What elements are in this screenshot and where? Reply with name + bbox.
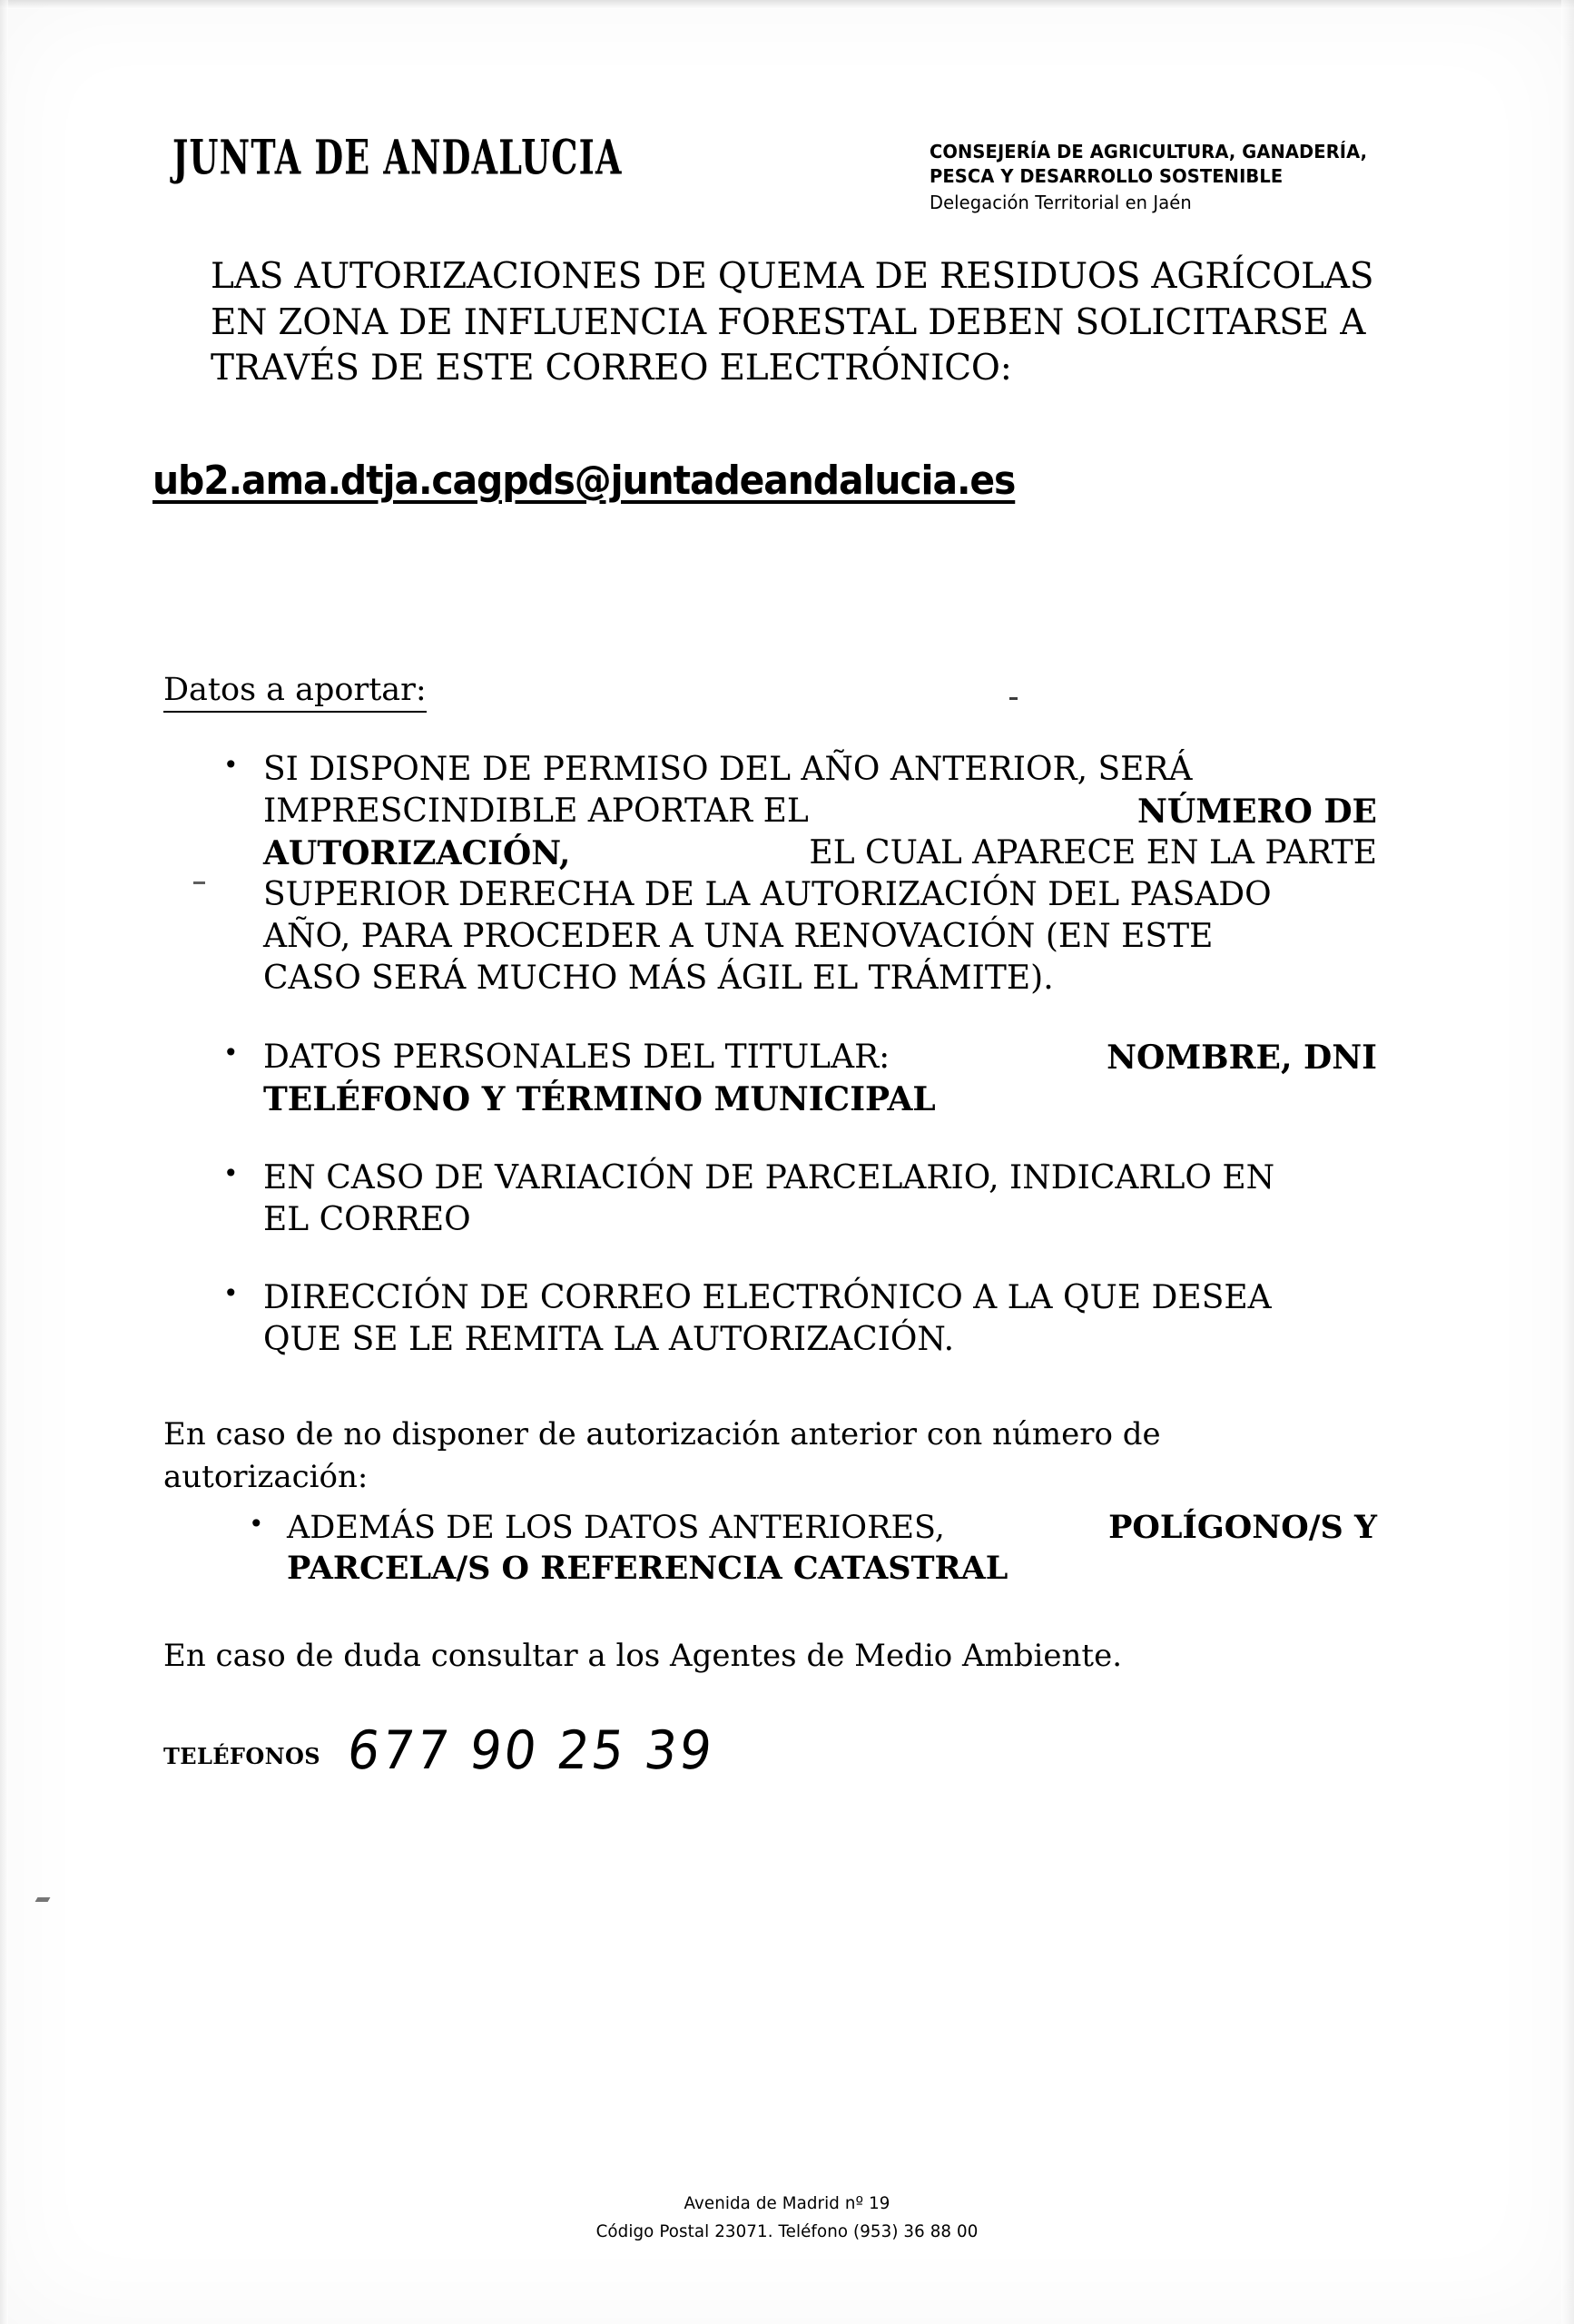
bullet2-line-2 <box>263 1078 1377 1121</box>
bullet1-line-3 <box>263 832 1377 874</box>
scan-artifact-speck <box>1009 697 1018 700</box>
intro-line-1 <box>211 254 1377 300</box>
junta-de-andalucia-logo: JUNTA DE ANDALUCIA <box>172 130 623 187</box>
document-body <box>152 254 1377 1782</box>
bullet5-line-2 <box>287 1549 1377 1590</box>
no-auth-line-2-text: autorización: <box>163 1458 369 1495</box>
bullet3-line-2-text: EL CORREO <box>263 1200 471 1238</box>
bullet5-line-1-bold: POLÍGONO/S Y <box>1108 1508 1377 1546</box>
no-auth-line-2 <box>163 1456 1377 1499</box>
list-item <box>211 1037 1377 1121</box>
bullet1-line-2 <box>263 791 1377 832</box>
list-item <box>211 1157 1377 1241</box>
list-item <box>211 1277 1377 1361</box>
extra-data-list <box>211 1508 1377 1590</box>
organization-line-2: PESCA Y DESARROLLO SOSTENIBLE <box>930 165 1284 188</box>
required-data-list <box>211 749 1377 1361</box>
bullet2-line-1 <box>263 1037 1377 1078</box>
scan-edge-left <box>0 0 8 2324</box>
organization-line-1: CONSEJERÍA DE AGRICULTURA, GANADERÍA, <box>930 141 1368 162</box>
list-item <box>211 1508 1377 1590</box>
scan-edge-right <box>1561 0 1574 2324</box>
phones-row <box>163 1718 1377 1782</box>
bullet1-line-6 <box>263 958 1377 1000</box>
bullet2-line-1-plain: • DATOS PERSONALES DEL TITULAR: <box>263 1038 890 1076</box>
bullet1-line-6-text: CASO SERÁ MUCHO MÁS ÁGIL EL TRÁMITE). <box>263 960 1054 998</box>
document-header <box>172 130 1407 216</box>
bullet5-line-2-bold: PARCELA/S O REFERENCIA CATASTRAL <box>287 1549 1008 1587</box>
bullet1-line-1-text: • SI DISPONE DE PERMISO DEL AÑO ANTERIOR, SERÁ <box>263 751 1193 789</box>
bullet1-line-4-text: SUPERIOR DERECHA DE LA AUTORIZACIÓN DEL PASADO <box>263 876 1272 914</box>
bullet1-line-1 <box>263 749 1377 791</box>
bullet1-line-5 <box>263 916 1377 958</box>
bullet4-line-2-text: QUE SE LE REMITA LA AUTORIZACIÓN. <box>263 1320 955 1358</box>
bullet3-line-1 <box>263 1157 1377 1199</box>
paragraph-no-previous-authorization <box>163 1413 1377 1499</box>
section-heading-datos-a-aportar: Datos a aportar: <box>163 671 427 713</box>
organization-block <box>930 140 1391 216</box>
bullet4-line-1-text: DIRECCIÓN DE CORREO ELECTRÓNICO A LA QUE DESEA <box>263 1278 1272 1316</box>
bullet1-line-5-text: AÑO, PARA PROCEDER A UNA RENOVACIÓN (EN ESTE <box>263 918 1214 956</box>
contact-email-address[interactable]: ub2.ama.dtja.cagpds@juntadeandalucia.es <box>152 458 1016 505</box>
scan-artifact-speck <box>35 1897 51 1902</box>
scan-artifact-speck <box>193 881 205 884</box>
handwritten-phone-number: 677 90 25 39 <box>344 1719 718 1782</box>
paragraph-consult-agents: En caso de duda consultar a los Agentes de Medio Ambiente. <box>163 1638 1123 1675</box>
scan-edge-top <box>0 0 1574 9</box>
intro-line-2 <box>211 300 1377 347</box>
bullet1-line-4 <box>263 874 1377 916</box>
organization-delegation: Delegación Territorial en Jaén <box>930 191 1193 213</box>
bullet4-line-1 <box>263 1277 1377 1319</box>
bullet2-line-1-bold: NOMBRE, DNI <box>1107 1038 1377 1077</box>
bullet3-line-1-text: EN CASO DE VARIACIÓN DE PARCELARIO, INDICARLO EN <box>263 1158 1275 1196</box>
no-auth-line-1-text: En caso de no disponer de autorización anterior con número de <box>163 1416 1161 1452</box>
intro-line-1-text: LAS AUTORIZACIONES DE QUEMA DE RESIDUOS AGRÍCOLAS <box>211 256 1374 297</box>
document-footer <box>0 2190 1574 2246</box>
bullet1-line-2-plain: IMPRESCINDIBLE APORTAR EL <box>263 793 809 831</box>
bullet4-line-2 <box>263 1319 1377 1361</box>
intro-line-3-text: TRAVÉS DE ESTE CORREO ELECTRÓNICO: <box>211 348 1012 389</box>
no-auth-line-1 <box>163 1413 1377 1456</box>
bullet1-line-3-bold: AUTORIZACIÓN, <box>263 834 571 873</box>
bullet5-line-1 <box>287 1508 1377 1549</box>
footer-postal-phone: Código Postal 23071. Teléfono (953) 36 88 00 <box>595 2221 979 2241</box>
list-item <box>211 749 1377 1000</box>
intro-line-3 <box>211 346 1377 392</box>
phones-label: TELÉFONOS <box>163 1743 321 1770</box>
bullet1-line-3-plain: EL CUAL APARECE EN LA PARTE <box>809 834 1377 872</box>
intro-line-2-text: EN ZONA DE INFLUENCIA FORESTAL DEBEN SOLICITARSE A <box>211 301 1366 343</box>
footer-address: Avenida de Madrid nº 19 <box>684 2193 890 2213</box>
bullet1-line-2-bold: NÚMERO DE <box>1136 793 1377 832</box>
bullet3-line-2 <box>263 1199 1377 1241</box>
bullet2-line-2-bold: TELÉFONO Y TÉRMINO MUNICIPAL <box>263 1079 936 1118</box>
bullet5-line-1-plain: • ADEMÁS DE LOS DATOS ANTERIORES, <box>287 1509 945 1546</box>
intro-paragraph <box>211 254 1377 392</box>
